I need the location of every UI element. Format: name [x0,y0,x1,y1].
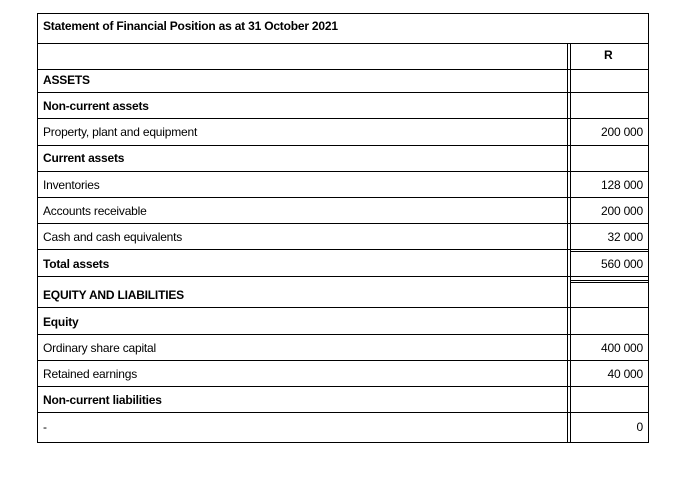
current-assets-heading: Current assets [43,151,125,165]
row-line-total [37,276,649,277]
dash-label: - [43,420,47,434]
table-border-right [648,13,649,443]
receivables-value: 200 000 [601,204,643,218]
row-line-total-double [570,280,649,281]
row-line-noncurrent [37,118,649,119]
share-capital-label: Ordinary share capital [43,341,156,355]
cash-label: Cash and cash equivalents [43,230,183,244]
ppe-label: Property, plant and equipment [43,125,198,139]
assets-heading: ASSETS [43,73,90,87]
total-assets-label: Total assets [43,257,110,271]
inventories-value: 128 000 [601,178,643,192]
row-line-ncl [37,412,649,413]
statement-title: Statement of Financial Position as at 31 October 2021 [43,19,338,33]
row-line-assets [37,92,649,93]
row-line-cash [37,249,649,250]
table-border-top [37,13,649,14]
retained-earnings-label: Retained earnings [43,367,138,381]
row-line-header [37,69,649,70]
table-border-left [37,13,38,443]
row-line-equity-liab [37,307,649,308]
row-line-cash-underline [570,251,649,252]
row-line-receivables [37,223,649,224]
receivables-label: Accounts receivable [43,204,147,218]
table-border-bottom [37,442,649,443]
row-line-retained [37,386,649,387]
equity-liabilities-heading: EQUITY AND LIABILITIES [43,288,184,302]
ppe-value: 200 000 [601,125,643,139]
retained-earnings-value: 40 000 [607,367,643,381]
total-assets-value: 560 000 [601,257,643,271]
row-line-share-capital [37,360,649,361]
non-current-liabilities-heading: Non-current liabilities [43,393,162,407]
currency-header: R [604,48,613,62]
non-current-assets-heading: Non-current assets [43,99,149,113]
inventories-label: Inventories [43,178,100,192]
share-capital-value: 400 000 [601,341,643,355]
row-line-title [37,43,649,44]
row-line-current [37,171,649,172]
row-line-equity [37,334,649,335]
row-line-total-double-2 [570,282,649,283]
cash-value: 32 000 [607,230,643,244]
equity-heading: Equity [43,315,79,329]
row-line-inventories [37,197,649,198]
row-line-ppe [37,145,649,146]
dash-value: 0 [636,420,643,434]
